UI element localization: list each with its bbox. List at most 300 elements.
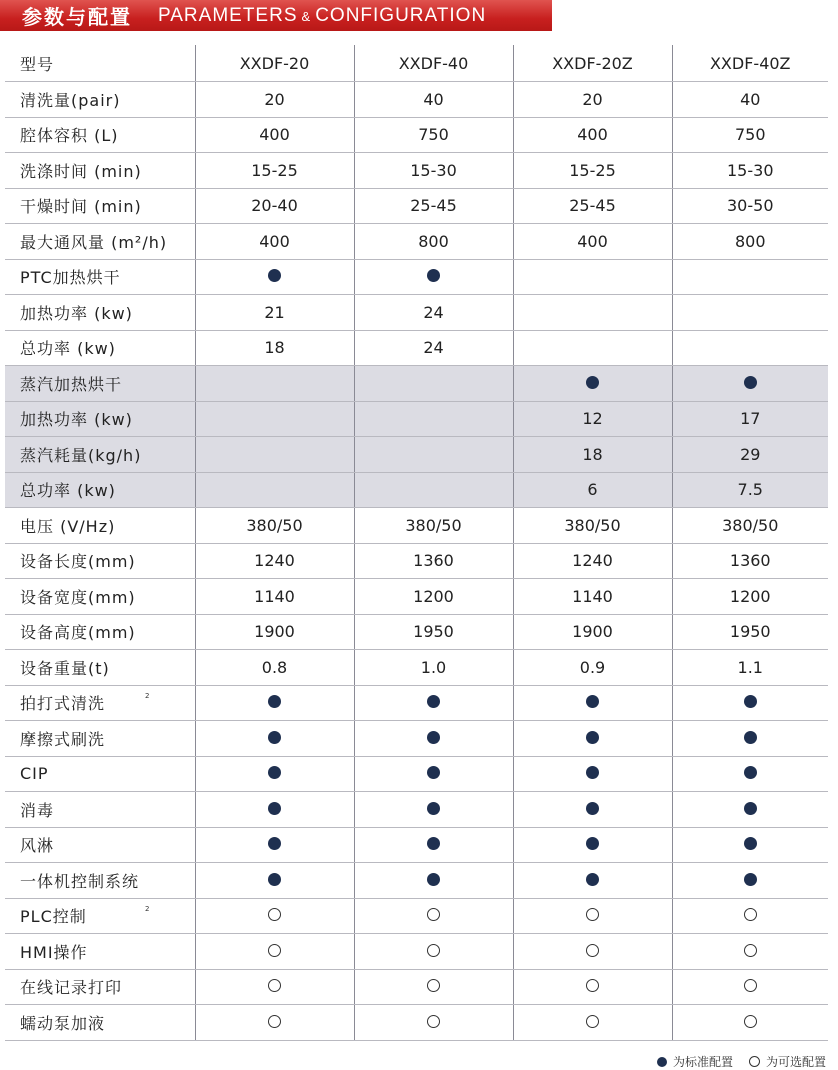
table-cell <box>195 650 354 686</box>
table-cell <box>513 401 672 437</box>
table-row <box>5 153 828 189</box>
cell-value: 1200 <box>413 586 454 606</box>
table-row <box>5 224 828 260</box>
table-cell <box>513 117 672 153</box>
table-cell <box>195 721 354 757</box>
table-cell <box>195 579 354 615</box>
hollow-circle-icon <box>268 908 281 921</box>
table-cell <box>672 827 828 863</box>
cell-value: 18 <box>582 444 603 464</box>
hollow-circle-icon <box>268 944 281 957</box>
table-cell <box>513 366 672 402</box>
row-label <box>5 330 195 366</box>
table-cell <box>354 863 513 899</box>
filled-circle-icon <box>586 695 599 708</box>
row-label-text: 设备长度(mm) <box>20 552 136 572</box>
table-cell <box>672 969 828 1005</box>
column-header: XXDF-20 <box>195 45 354 82</box>
cell-value: 1900 <box>572 622 613 642</box>
table-cell <box>195 153 354 189</box>
row-label <box>5 721 195 757</box>
table-cell <box>354 330 513 366</box>
cell-value: 750 <box>734 125 766 145</box>
row-label <box>5 614 195 650</box>
row-label <box>5 472 195 508</box>
filled-circle-icon <box>744 802 757 815</box>
table-cell <box>195 188 354 224</box>
cell-value: 1360 <box>413 551 454 571</box>
table-cell <box>513 685 672 721</box>
table-cell <box>672 614 828 650</box>
table-row <box>5 472 828 508</box>
table-row <box>5 82 828 118</box>
cell-value: 25-45 <box>410 196 457 216</box>
footnote-marker: 2 <box>145 691 151 700</box>
row-label <box>5 437 195 473</box>
filled-circle-icon <box>427 766 440 779</box>
table-row <box>5 685 828 721</box>
table-cell <box>354 614 513 650</box>
table-cell <box>672 224 828 260</box>
table-cell <box>354 685 513 721</box>
cell-value: 15-30 <box>727 160 774 180</box>
row-label-text: 总功率 (kw) <box>20 339 116 359</box>
table-cell <box>672 259 828 295</box>
table-cell <box>354 579 513 615</box>
table-cell <box>195 934 354 970</box>
table-row <box>5 259 828 295</box>
table-cell <box>354 756 513 792</box>
filled-circle-icon <box>744 873 757 886</box>
table-header-row <box>5 45 828 82</box>
row-label <box>5 224 195 260</box>
row-label-text: 加热功率 (kw) <box>20 410 133 430</box>
table-cell <box>195 330 354 366</box>
table-cell <box>513 437 672 473</box>
row-label <box>5 295 195 331</box>
row-label-text: 蒸汽加热烘干 <box>20 374 123 394</box>
row-label <box>5 969 195 1005</box>
table-cell <box>195 224 354 260</box>
table-row <box>5 792 828 828</box>
table-cell <box>513 543 672 579</box>
filled-circle-icon <box>268 695 281 708</box>
hollow-circle-icon <box>586 944 599 957</box>
table-cell <box>513 934 672 970</box>
table-cell <box>513 969 672 1005</box>
cell-value: 380/50 <box>405 515 462 535</box>
cell-value: 400 <box>259 125 290 145</box>
table-cell <box>513 153 672 189</box>
row-label-text: PLC控制 <box>20 907 87 927</box>
column-header: XXDF-20Z <box>513 45 672 82</box>
title-en-ampersand: & <box>301 8 312 24</box>
table-row <box>5 330 828 366</box>
cell-value: 6 <box>587 480 598 500</box>
table-row <box>5 969 828 1005</box>
cell-value: 800 <box>418 231 449 251</box>
table-row <box>5 863 828 899</box>
hollow-circle-icon <box>586 979 599 992</box>
row-label-text: 在线记录打印 <box>20 978 123 998</box>
row-label-text: 加热功率 (kw) <box>20 303 133 323</box>
table-cell <box>513 792 672 828</box>
hollow-circle-icon <box>586 908 599 921</box>
legend-standard-label: 为标准配置 <box>672 1055 733 1069</box>
table-cell <box>195 401 354 437</box>
table-cell <box>354 508 513 544</box>
filled-circle-icon <box>427 695 440 708</box>
filled-circle-icon <box>744 731 757 744</box>
row-label-text: 蠕动泵加液 <box>20 1013 106 1033</box>
cell-value: 1360 <box>729 551 771 571</box>
filled-circle-icon <box>744 766 757 779</box>
row-label-text: 设备高度(mm) <box>20 623 136 643</box>
row-label <box>5 188 195 224</box>
filled-circle-icon <box>744 695 757 708</box>
hollow-circle-icon <box>744 908 757 921</box>
hollow-circle-icon <box>268 979 281 992</box>
row-label <box>5 650 195 686</box>
row-label <box>5 401 195 437</box>
table-cell <box>195 117 354 153</box>
row-label-text: 一体机控制系统 <box>20 871 140 891</box>
table-row <box>5 1005 828 1041</box>
table-cell <box>195 756 354 792</box>
hollow-circle-icon <box>427 944 440 957</box>
filled-circle-icon <box>268 731 281 744</box>
table-cell <box>513 259 672 295</box>
title-en-part-2: CONFIGURATION <box>315 4 487 26</box>
footnote-marker: 2 <box>145 904 151 913</box>
table-cell <box>513 295 672 331</box>
table-cell <box>195 472 354 508</box>
filled-circle-icon <box>744 376 757 389</box>
table-cell <box>354 543 513 579</box>
table-cell <box>195 543 354 579</box>
table-cell <box>513 472 672 508</box>
cell-value: 15-30 <box>410 160 457 180</box>
cell-value: 1140 <box>572 586 613 606</box>
row-label-text: CIP <box>20 764 49 784</box>
cell-value: 7.5 <box>737 480 763 500</box>
column-header: 型号 <box>5 45 195 82</box>
section-title-en <box>158 5 486 27</box>
table-cell <box>195 827 354 863</box>
table-cell <box>354 969 513 1005</box>
table-cell <box>672 508 828 544</box>
table-cell <box>354 934 513 970</box>
filled-circle-icon <box>657 1057 667 1067</box>
hollow-circle-icon <box>744 1015 757 1028</box>
table-cell <box>513 224 672 260</box>
cell-value: 400 <box>577 231 608 251</box>
cell-value: 380/50 <box>246 515 303 535</box>
column-header: XXDF-40Z <box>672 45 828 82</box>
table-cell <box>195 685 354 721</box>
table-cell <box>195 792 354 828</box>
table-cell <box>672 82 828 118</box>
table-row <box>5 295 828 331</box>
row-label <box>5 366 195 402</box>
filled-circle-icon <box>268 873 281 886</box>
cell-value: 1.1 <box>737 657 763 677</box>
hollow-circle-icon <box>427 908 440 921</box>
cell-value: 12 <box>582 409 603 429</box>
table-cell <box>513 330 672 366</box>
cell-value: 1.0 <box>420 657 447 677</box>
row-label-text: 蒸汽耗量(kg/h) <box>20 445 142 465</box>
table-cell <box>672 792 828 828</box>
table-cell <box>513 188 672 224</box>
cell-value: 1950 <box>413 622 454 642</box>
row-label-text: 设备重量(t) <box>20 658 110 678</box>
row-label-text: 洗涤时间 (min) <box>20 161 142 181</box>
table-cell <box>672 934 828 970</box>
filled-circle-icon <box>586 873 599 886</box>
filled-circle-icon <box>427 802 440 815</box>
table-cell <box>672 117 828 153</box>
table-cell <box>354 224 513 260</box>
cell-value: 750 <box>418 125 449 145</box>
cell-value: 30-50 <box>727 196 774 216</box>
table-cell <box>195 259 354 295</box>
table-cell <box>513 650 672 686</box>
table-cell <box>672 721 828 757</box>
table-row <box>5 188 828 224</box>
cell-value: 400 <box>577 125 608 145</box>
table-cell <box>672 1005 828 1041</box>
filled-circle-icon <box>586 766 599 779</box>
table-cell <box>672 898 828 934</box>
cell-value: 17 <box>740 409 761 429</box>
table-row <box>5 508 828 544</box>
table-cell <box>195 366 354 402</box>
cell-value: 25-45 <box>569 196 616 216</box>
hollow-circle-icon <box>427 1015 440 1028</box>
table-cell <box>195 295 354 331</box>
table-cell <box>513 1005 672 1041</box>
table-cell <box>513 827 672 863</box>
row-label-text: 电压 (V/Hz) <box>20 516 116 536</box>
table-cell <box>672 472 828 508</box>
table-row <box>5 827 828 863</box>
table-cell <box>354 401 513 437</box>
filled-circle-icon <box>586 802 599 815</box>
table-row <box>5 614 828 650</box>
row-label <box>5 863 195 899</box>
cell-value: 29 <box>740 444 761 464</box>
cell-value: 40 <box>740 89 761 109</box>
column-header: XXDF-40 <box>354 45 513 82</box>
table-cell <box>195 969 354 1005</box>
filled-circle-icon <box>268 802 281 815</box>
row-label <box>5 543 195 579</box>
table-cell <box>513 756 672 792</box>
cell-value: 800 <box>734 231 766 251</box>
table-cell <box>354 437 513 473</box>
cell-value: 20 <box>582 89 603 109</box>
table-row <box>5 756 828 792</box>
table-cell <box>195 437 354 473</box>
cell-value: 1240 <box>254 551 295 571</box>
table-row <box>5 366 828 402</box>
table-cell <box>672 188 828 224</box>
hollow-circle-icon <box>744 979 757 992</box>
table-cell <box>672 756 828 792</box>
row-label <box>5 259 195 295</box>
legend-optional-label: 为可选配置 <box>765 1055 826 1069</box>
table-cell <box>354 472 513 508</box>
table-cell <box>195 898 354 934</box>
hollow-circle-icon <box>586 1015 599 1028</box>
table-cell <box>354 792 513 828</box>
filled-circle-icon <box>427 731 440 744</box>
cell-value: 1950 <box>729 622 771 642</box>
table-cell <box>195 614 354 650</box>
row-label-text: 设备宽度(mm) <box>20 587 136 607</box>
table-row <box>5 579 828 615</box>
table-cell <box>672 437 828 473</box>
table-cell <box>513 863 672 899</box>
table-cell <box>354 82 513 118</box>
legend <box>657 1053 826 1070</box>
hollow-circle-icon <box>749 1056 760 1067</box>
hollow-circle-icon <box>744 944 757 957</box>
cell-value: 380/50 <box>722 515 779 535</box>
row-label <box>5 508 195 544</box>
cell-value: 24 <box>423 338 444 358</box>
cell-value: 20-40 <box>251 196 298 216</box>
row-label <box>5 579 195 615</box>
section-header <box>0 0 552 31</box>
spec-table <box>5 45 828 1041</box>
cell-value: 1200 <box>729 586 771 606</box>
row-label-text: 腔体容积 (L) <box>20 126 119 146</box>
table-row <box>5 650 828 686</box>
table-cell <box>354 153 513 189</box>
table-cell <box>513 898 672 934</box>
table-cell <box>195 1005 354 1041</box>
cell-value: 20 <box>264 89 285 109</box>
filled-circle-icon <box>268 269 281 282</box>
row-label-text: 拍打式清洗 <box>20 694 106 714</box>
row-label-text: 风淋 <box>20 836 55 856</box>
row-label <box>5 934 195 970</box>
table-cell <box>672 650 828 686</box>
filled-circle-icon <box>268 766 281 779</box>
row-label <box>5 685 195 721</box>
table-row <box>5 437 828 473</box>
table-cell <box>672 295 828 331</box>
row-label <box>5 153 195 189</box>
table-cell <box>513 721 672 757</box>
cell-value: 380/50 <box>564 515 621 535</box>
filled-circle-icon <box>586 837 599 850</box>
row-label-text: 最大通风量 (m²/h) <box>20 232 168 252</box>
row-label <box>5 898 195 934</box>
table-cell <box>354 1005 513 1041</box>
table-cell <box>513 614 672 650</box>
table-row <box>5 898 828 934</box>
row-label <box>5 756 195 792</box>
cell-value: 400 <box>259 231 290 251</box>
table-cell <box>672 330 828 366</box>
row-label-text: 干燥时间 (min) <box>20 197 142 217</box>
table-row <box>5 721 828 757</box>
table-cell <box>672 579 828 615</box>
row-label <box>5 1005 195 1041</box>
cell-value: 1900 <box>254 622 295 642</box>
table-cell <box>354 295 513 331</box>
cell-value: 15-25 <box>569 160 616 180</box>
table-cell <box>672 153 828 189</box>
cell-value: 0.9 <box>579 657 606 677</box>
table-row <box>5 117 828 153</box>
table-cell <box>354 188 513 224</box>
table-cell <box>354 898 513 934</box>
cell-value: 0.8 <box>261 657 288 677</box>
table-cell <box>513 82 672 118</box>
row-label <box>5 82 195 118</box>
table-cell <box>195 82 354 118</box>
row-label-text: HMI操作 <box>20 942 88 962</box>
filled-circle-icon <box>586 376 599 389</box>
table-cell <box>672 685 828 721</box>
filled-circle-icon <box>427 837 440 850</box>
cell-value: 18 <box>264 338 285 358</box>
row-label-text: 清洗量(pair) <box>20 90 121 110</box>
cell-value: 1140 <box>254 586 295 606</box>
row-label-text: 总功率 (kw) <box>20 481 116 501</box>
table-cell <box>354 650 513 686</box>
filled-circle-icon <box>268 837 281 850</box>
table-cell <box>354 721 513 757</box>
row-label <box>5 117 195 153</box>
row-label-text: 摩擦式刷洗 <box>20 729 106 749</box>
cell-value: 24 <box>423 302 444 322</box>
table-row <box>5 401 828 437</box>
hollow-circle-icon <box>427 979 440 992</box>
hollow-circle-icon <box>268 1015 281 1028</box>
table-cell <box>672 366 828 402</box>
table-cell <box>354 117 513 153</box>
row-label <box>5 827 195 863</box>
filled-circle-icon <box>427 873 440 886</box>
filled-circle-icon <box>586 731 599 744</box>
table-cell <box>354 366 513 402</box>
table-cell <box>672 863 828 899</box>
cell-value: 15-25 <box>251 160 298 180</box>
table-cell <box>672 401 828 437</box>
table-cell <box>513 579 672 615</box>
table-row <box>5 934 828 970</box>
row-label <box>5 792 195 828</box>
row-label-text: 消毒 <box>20 800 55 820</box>
cell-value: 21 <box>264 302 285 322</box>
section-title-cn: 参数与配置 <box>22 5 132 29</box>
table-cell <box>513 508 672 544</box>
table-cell <box>195 508 354 544</box>
filled-circle-icon <box>744 837 757 850</box>
table-cell <box>195 863 354 899</box>
cell-value: 1240 <box>572 551 613 571</box>
table-cell <box>354 259 513 295</box>
table-row <box>5 543 828 579</box>
cell-value: 40 <box>423 89 444 109</box>
title-en-part-1: PARAMETERS <box>158 4 298 26</box>
table-cell <box>672 543 828 579</box>
